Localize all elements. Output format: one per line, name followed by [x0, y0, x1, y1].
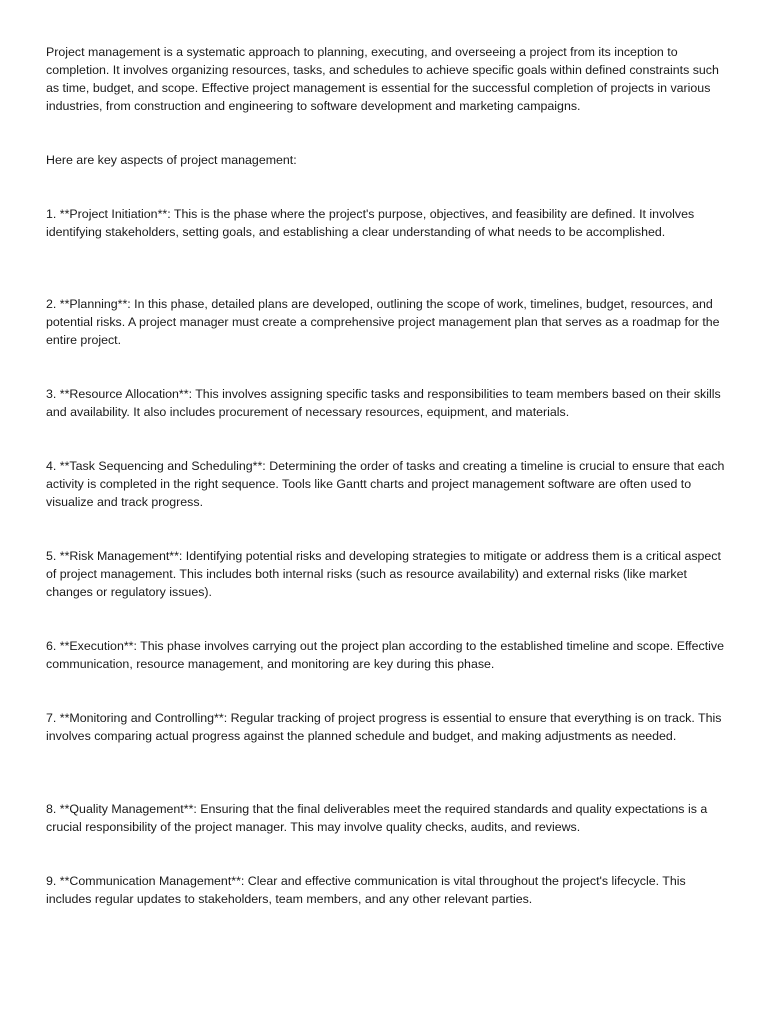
intro-paragraph: Project management is a systematic approach to planning, executing, and overseeing a project from its inception to completion. It involves organizing resources, tasks, and schedules to achieve specific goals within defined constraints such as time, budget, and scope. Effective project management is essential for the successful completion of projects in various industries, from construction and engineering to software development and marketing campaigns.	[46, 45, 719, 113]
list-item-communication-management: 9. **Communication Management**: Clear and effective communication is vital throughout the project's lifecycle. This includes regular updates to stakeholders, team members, and any other relevant parties.	[46, 874, 686, 906]
list-item-task-sequencing: 4. **Task Sequencing and Scheduling**: Determining the order of tasks and creating a timeline is crucial to ensure that each activity is completed in the right sequence. Tools like Gantt charts and project management software are often used to visualize and track progress.	[46, 459, 725, 509]
list-item-monitoring-controlling: 7. **Monitoring and Controlling**: Regular tracking of project progress is essential to ensure that everything is on track. This involves comparing actual progress against the planned schedule and budget, and making adjustments as needed.	[46, 711, 722, 743]
list-item-planning: 2. **Planning**: In this phase, detailed plans are developed, outlining the scope of work, timelines, budget, resources, and potential risks. A project manager must create a comprehensive project management plan that serves as a roadmap for the entire project.	[46, 297, 720, 347]
list-item-resource-allocation: 3. **Resource Allocation**: This involves assigning specific tasks and responsibilities to team members based on their skills and availability. It also includes procurement of necessary resources, equipment, and materials.	[46, 387, 721, 419]
list-item-project-initiation: 1. **Project Initiation**: This is the phase where the project's purpose, objectives, and feasibility are defined. It involves identifying stakeholders, setting goals, and establishing a clear understanding of what needs to be accomplished.	[46, 207, 695, 239]
list-item-quality-management: 8. **Quality Management**: Ensuring that the final deliverables meet the required standards and quality expectations is a crucial responsibility of the project manager. This may involve quality checks, audits, and reviews.	[46, 802, 708, 834]
list-item-risk-management: 5. **Risk Management**: Identifying potential risks and developing strategies to mitigate or address them is a critical aspect of project management. This includes both internal risks (such as resource availability) and external risks (like market changes or regulatory issues).	[46, 549, 721, 599]
key-aspects-heading: Here are key aspects of project management:	[46, 153, 297, 167]
list-item-execution: 6. **Execution**: This phase involves carrying out the project plan according to the established timeline and scope. Effective communication, resource management, and monitoring are key during this phase.	[46, 639, 724, 671]
